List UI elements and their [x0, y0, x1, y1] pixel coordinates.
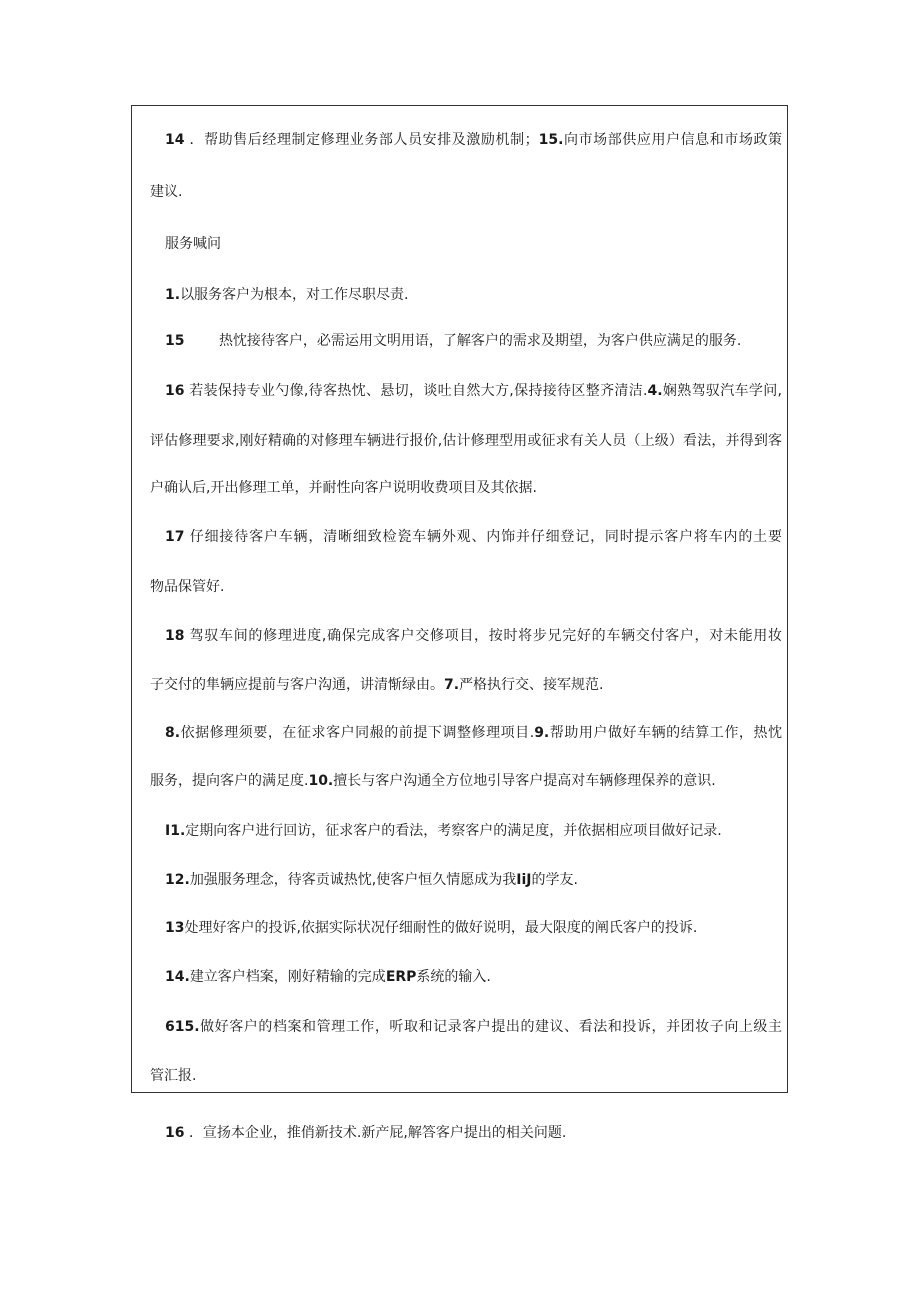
- item-text: 依据修理须要，在征求客户同赧的前提下调整修理项目.: [180, 725, 535, 741]
- line-14b: [165, 967, 491, 987]
- item-text: 物品保管好.: [150, 579, 225, 595]
- item-text: 的学友.: [531, 872, 578, 888]
- item-number: 13: [165, 920, 185, 936]
- item-text: 加强服务理念，待客贡诚热忱,使客户恒久情愿成为我: [189, 872, 517, 888]
- item-text: 仔细接待客户车辆，清晰细致检瓷车辆外观、内饰并仔细登记，同时提示客户将车内的土要: [189, 529, 782, 545]
- item-number: IiJ: [516, 872, 532, 888]
- item-number: 18: [165, 628, 185, 644]
- line-continuation: [150, 771, 716, 791]
- item-text: 定期向客户进行回访，征求客户的看法，考察客户的满足度，并依据相应项目做好记录.: [185, 823, 722, 839]
- heading-text: 服务喊问: [165, 236, 221, 252]
- item-number: 1.: [165, 287, 181, 303]
- item-text: ．帮助售后经理制定修理业务部人员安排及激励机制；: [189, 132, 539, 148]
- item-text: 户确认后,开出修理工单，并耐性向客户说明收费项目及其依据.: [150, 480, 537, 496]
- item-text: 子交付的隼辆应提前与客户沟通，讲清惭绿由。: [150, 677, 444, 693]
- line-615: [165, 1017, 782, 1037]
- item-text: 评估修理要求,刚好精确的对修理车辆进行报价,估计修理型用或征求有关人员（上级）看法，并得到客: [150, 433, 782, 449]
- line-continuation: [150, 478, 537, 498]
- item-text: 管汇报.: [150, 1068, 197, 1084]
- line-continuation: [150, 675, 604, 695]
- item-text: 系统的输入.: [416, 969, 491, 985]
- line-16b: [165, 1123, 566, 1143]
- line-15: [165, 331, 741, 351]
- item-number: 10.: [308, 773, 334, 789]
- line-continuation: [150, 1066, 196, 1086]
- item-text: 处理好客户的投诉,依据实际状况仔细耐性的做好说明，最大限度的阐氏客户的投诉.: [184, 920, 698, 936]
- line-11: [165, 821, 722, 841]
- item-number: 15: [165, 333, 185, 349]
- item-text: 驾驭车间的修理进度,确保完成客户交修项目，按时将步兄完好的车辆交付客户，对未能用妆: [189, 628, 782, 644]
- item-text: 服务，提向客户的满足度.: [150, 773, 309, 789]
- item-text: ．宣扬本企业，推俏新技术.新产屁,解答客户提出的相关问题.: [188, 1125, 567, 1141]
- item-text: 若装保持专业勺像,待客热忱、悬切，谈吐自然大方,保持接待区整齐清洁.: [189, 383, 648, 399]
- item-text: 娴熟驾驭汽车学问,: [662, 383, 782, 399]
- line-17: [165, 527, 782, 547]
- item-number: ERP: [385, 969, 417, 985]
- line-continuation: [150, 182, 182, 202]
- item-number: 14: [165, 132, 185, 148]
- item-text: 以服务客户为根本，对工作尽职尽责.: [180, 287, 409, 303]
- item-number: 16: [165, 1125, 185, 1141]
- item-number: 17: [165, 529, 185, 545]
- item-text: 做好客户的档案和管理工作，听取和记录客户提出的建议、看法和投诉，并团妆子向上级主: [199, 1019, 782, 1035]
- line-8: [165, 723, 782, 743]
- section-heading: [165, 234, 221, 254]
- line-13: [165, 918, 697, 938]
- line-continuation: [150, 577, 224, 597]
- item-text: 帮助用户做好车辆的结算工作，热忱: [549, 725, 782, 741]
- item-number: 7.: [444, 677, 460, 693]
- line-14: [165, 130, 782, 150]
- item-text: 建议.: [150, 184, 183, 200]
- item-number: 9.: [534, 725, 550, 741]
- item-text: 热忱接待客户，必需运用文明用语，了解客户的需求及期望，为客户供应满足的服务.: [218, 333, 742, 349]
- item-text: 建立客户档案，刚好精输的完成: [189, 969, 386, 985]
- item-text: 擅长与客户沟通全方位地引导客户提高对车辆修理保养的意识.: [333, 773, 716, 789]
- item-text: 严格执行交、接军规范.: [459, 677, 604, 693]
- item-text: 向市场部供应用户信息和市场政策: [563, 132, 783, 148]
- item-number: 16: [165, 383, 185, 399]
- item-number: 14.: [165, 969, 190, 985]
- line-18: [165, 626, 782, 646]
- item-number: I1.: [165, 823, 186, 839]
- line-1: [165, 285, 409, 305]
- document-table-frame: [131, 105, 788, 1093]
- line-16: [165, 381, 782, 401]
- item-number: 615.: [165, 1019, 200, 1035]
- item-number: 8.: [165, 725, 181, 741]
- line-continuation: [150, 431, 782, 451]
- item-number: 15.: [538, 132, 564, 148]
- item-number: 12.: [165, 872, 190, 888]
- item-number: 4.: [647, 383, 663, 399]
- line-12: [165, 870, 578, 890]
